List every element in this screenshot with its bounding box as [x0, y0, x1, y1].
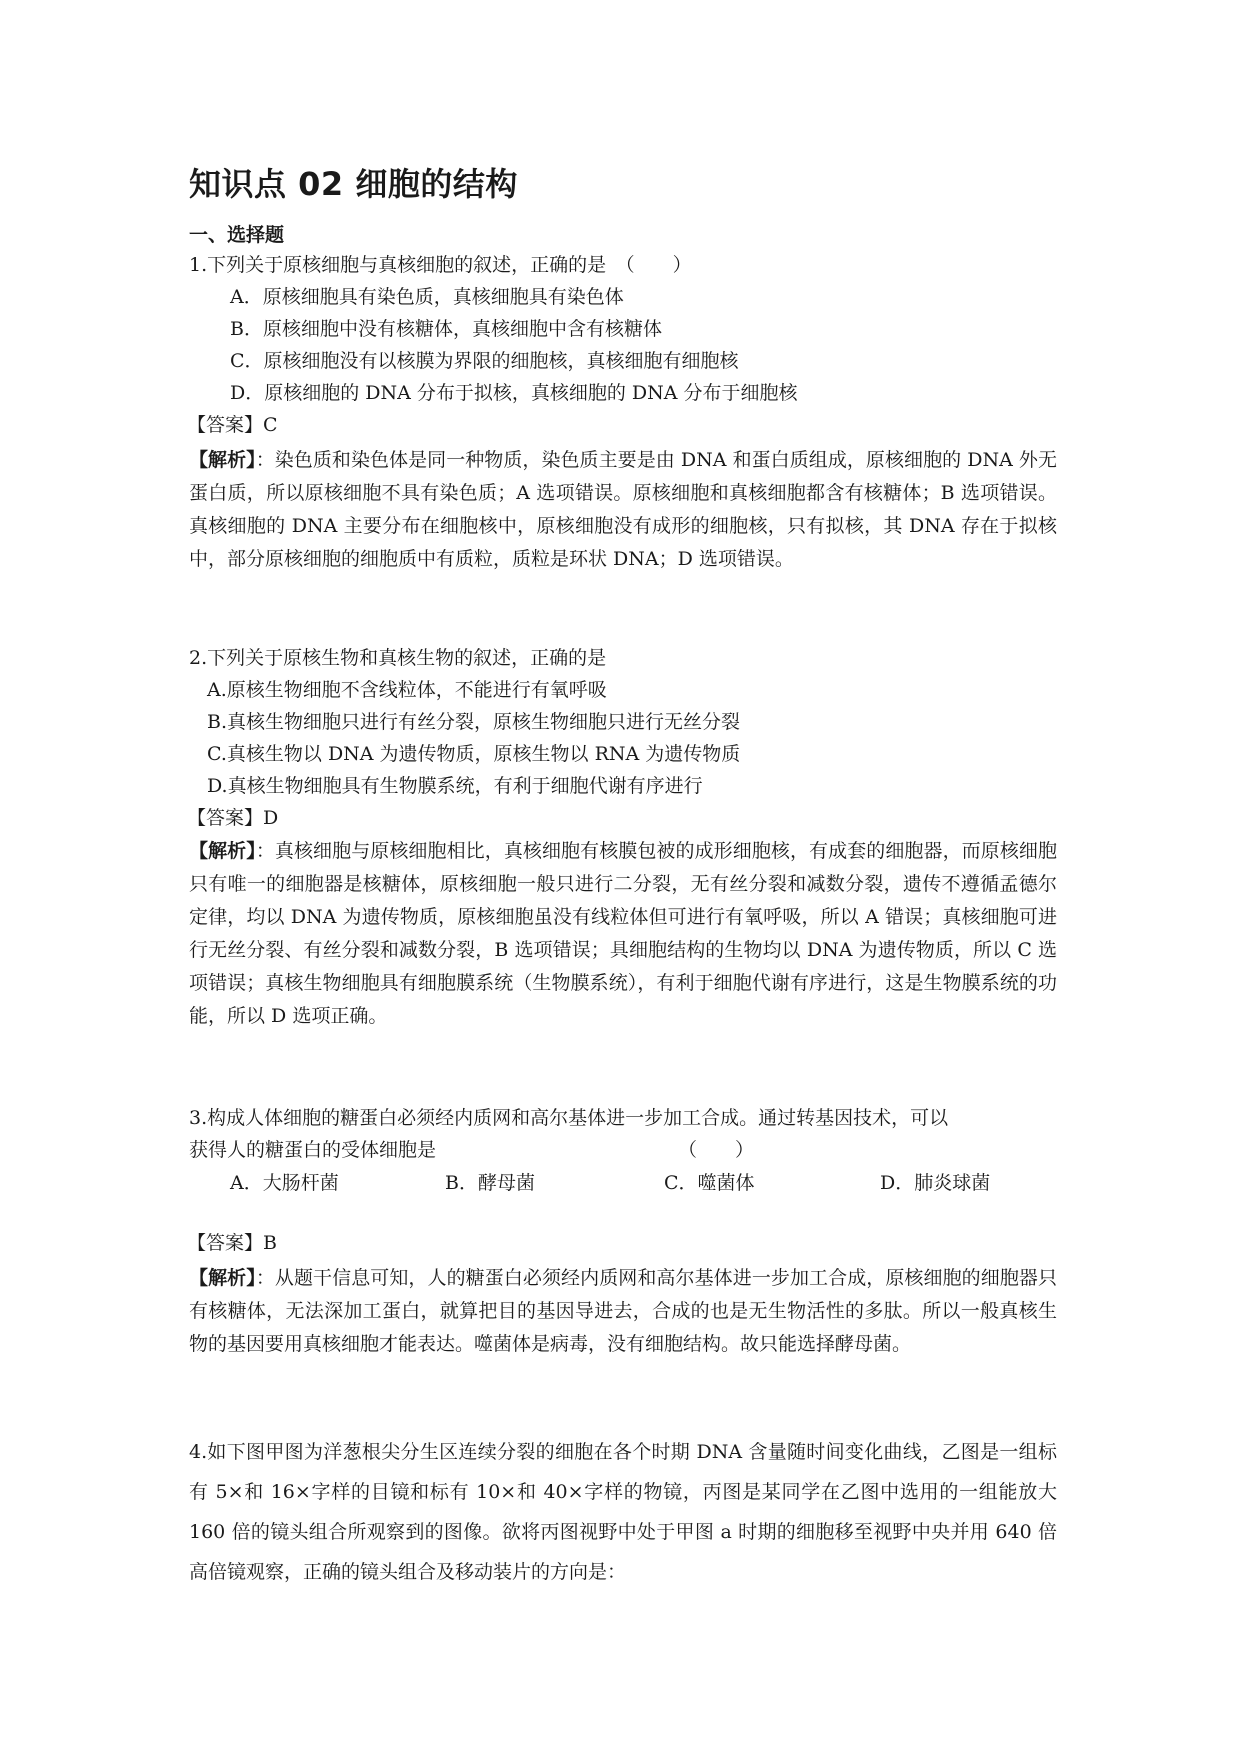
question-4-stem: 4.如下图甲图为洋葱根尖分生区连续分裂的细胞在各个时期 DNA 含量随时间变化曲线，乙图是一组标有 5×和 16×字样的目镜和标有 10×和 40×字样的物镜，丙图是某同学在乙图中选用的一组能放大 160 倍的镜头组合所观察到的图像。欲将丙图视野中处于甲图 a 时期的细胞移至视野中央并用 640 倍高倍镜观察，正确的镜头组合及移动装片的方向是： — [189, 1441, 1057, 1583]
question-1-stem: 1.下列关于原核细胞与真核细胞的叙述，正确的是 （ ） — [189, 254, 692, 276]
section-heading: 一、选择题 — [189, 224, 285, 246]
analysis-label: 【解析】 — [189, 840, 256, 862]
analysis-text: ：染色质和染色体是同一种物质，染色质主要是由 DNA 和蛋白质组成，原核细胞的 DNA 外无蛋白质，所以原核细胞不具有染色质；A 选项错误。原核细胞和真核细胞都含有核糖体；B 选项错误。真核细胞的 DNA 主要分布在细胞核中，原核细胞没有成形的细胞核，只有拟核，其 DNA 存在于拟核中，部分原核细胞的细胞质中有质粒，质粒是环状 DNA；D 选项错误。 — [189, 449, 1057, 570]
question-2-option-b: B.真核生物细胞只进行有丝分裂，原核生物细胞只进行无丝分裂 — [207, 711, 741, 733]
question-2-option-c: C.真核生物以 DNA 为遗传物质，原核生物以 RNA 为遗传物质 — [207, 743, 741, 765]
question-2-stem: 2.下列关于原核生物和真核生物的叙述，正确的是 — [189, 647, 607, 669]
question-3-analysis — [189, 1262, 1057, 1361]
question-3-stem-line-2: 获得人的糖蛋白的受体细胞是 — [189, 1139, 437, 1161]
question-3-option-d: D．肺炎球菌 — [880, 1172, 991, 1194]
question-1-analysis — [189, 444, 1057, 576]
question-2-answer: 【答案】D — [187, 807, 279, 829]
question-3-answer: 【答案】B — [187, 1232, 277, 1254]
question-1-option-c: C．原核细胞没有以核膜为界限的细胞核，真核细胞有细胞核 — [230, 350, 739, 372]
analysis-label: 【解析】 — [189, 449, 256, 471]
question-2-analysis — [189, 835, 1057, 1033]
question-3-option-b: B．酵母菌 — [445, 1172, 535, 1194]
analysis-text: ：从题干信息可知，人的糖蛋白必须经内质网和高尔基体进一步加工合成，原核细胞的细胞器只有核糖体，无法深加工蛋白，就算把目的基因导进去，合成的也是无生物活性的多肽。所以一般真核生物的基因要用真核细胞才能表达。噬菌体是病毒，没有细胞结构。故只能选择酵母菌。 — [189, 1267, 1057, 1355]
question-1-answer: 【答案】C — [187, 414, 278, 436]
question-1-option-d: D．原核细胞的 DNA 分布于拟核，真核细胞的 DNA 分布于细胞核 — [230, 382, 798, 404]
question-3-stem-line-1: 3.构成人体细胞的糖蛋白必须经内质网和高尔基体进一步加工合成。通过转基因技术，可以 — [189, 1107, 949, 1129]
question-2-option-a: A.原核生物细胞不含线粒体，不能进行有氧呼吸 — [207, 679, 607, 701]
question-1-option-a: A．原核细胞具有染色质，真核细胞具有染色体 — [230, 286, 624, 308]
question-3-answer-blank: （ ） — [678, 1139, 755, 1161]
question-1-option-b: B．原核细胞中没有核糖体，真核细胞中含有核糖体 — [230, 318, 662, 340]
analysis-label: 【解析】 — [189, 1267, 256, 1289]
document-title: 知识点 02 细胞的结构 — [189, 165, 518, 203]
question-3-option-c: C．噬菌体 — [664, 1172, 755, 1194]
question-2-option-d: D.真核生物细胞具有生物膜系统，有利于细胞代谢有序进行 — [207, 775, 703, 797]
question-3-option-a: A．大肠杆菌 — [230, 1172, 339, 1194]
analysis-text: ：真核细胞与原核细胞相比，真核细胞有核膜包被的成形细胞核，有成套的细胞器，而原核细胞只有唯一的细胞器是核糖体，原核细胞一般只进行二分裂，无有丝分裂和减数分裂，遗传不遵循孟德尔定律，均以 DNA 为遗传物质，原核细胞虽没有线粒体但可进行有氧呼吸，所以 A 错误；真核细胞可进行无丝分裂、有丝分裂和减数分裂，B 选项错误；具细胞结构的生物均以 DNA 为遗传物质，所以 C 选项错误；真核生物细胞具有细胞膜系统（生物膜系统），有利于细胞代谢有序进行，这是生物膜系统的功能，所以 D 选项正确。 — [189, 840, 1057, 1027]
